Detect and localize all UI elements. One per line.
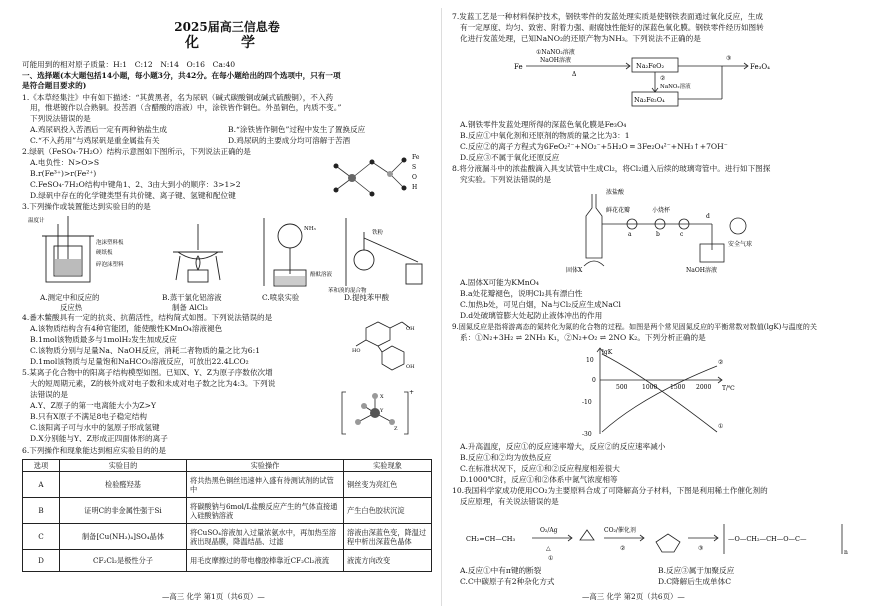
cation-model-figure bbox=[342, 388, 415, 438]
svg-text:n: n bbox=[844, 549, 848, 556]
q2-option-b: B.r(Fe³⁺)>r(Fe²⁺) bbox=[30, 169, 97, 178]
q1-option-b: B.“涂铁皆作铜色”过程中发生了置换反应 bbox=[228, 125, 366, 134]
table-row: D CF₂Cl₂是极性分子 用毛皮摩擦过的带电橡胶棒靠近CF₂Cl₂液流 液流方向改变 bbox=[23, 550, 432, 572]
reagent-co2: CO₂/催化剂 bbox=[604, 527, 636, 534]
label-thermometer: 温度计 bbox=[28, 218, 45, 224]
label-conc-hcl: 浓盐酸 bbox=[606, 189, 625, 196]
q4-option-a: A.该物质结构含有4种官能团，能使酸性KMnO₄溶液褪色 bbox=[30, 324, 223, 333]
col-purpose: 实验目的 bbox=[60, 460, 187, 472]
axis-label-lgk: lgK bbox=[602, 349, 613, 356]
subject-title: 化 学 bbox=[185, 35, 269, 51]
q3-stem: 3.下列操作或装置能达到实验目的的是 bbox=[22, 202, 151, 211]
q5-option-d: D.X分别能与Y、Z形成正四面体形的离子 bbox=[30, 434, 168, 443]
species-na2feo2: Na₂FeO₂ bbox=[636, 62, 665, 70]
svg-text:a: a bbox=[628, 231, 632, 238]
page-footer-left: —高三 化学 第1页（共6页）— bbox=[162, 592, 265, 601]
q5-option-b: B.只有X原子不满足8电子稳定结构 bbox=[30, 412, 147, 421]
q10-option-a: A.反应①中有π键的断裂 bbox=[460, 566, 542, 575]
q10-option-b: B.反应③属于加聚反应 bbox=[658, 566, 735, 575]
table-row: B 证明C的非金属性强于Si 将碳酸钠与6mol/L盐酸反应产生的气体直接通入硅酸钠溶液 产生白色胶状沉淀 bbox=[23, 498, 432, 524]
page-footer-right: —高三 化学 第2页（共6页）— bbox=[582, 592, 685, 601]
svg-text:OH: OH bbox=[406, 326, 415, 332]
q8-stem-1: 8.将分液漏斗中的浓盐酸滴入具支试管中生成Cl₂，将Cl₂通入后续的玻璃弯管中。进行如下图探 bbox=[452, 164, 771, 173]
ytick-10: 10 bbox=[586, 357, 594, 364]
svg-text:d: d bbox=[706, 213, 710, 220]
svg-text:HO: HO bbox=[352, 348, 361, 354]
section-instructions-2: 是符合题目要求的) bbox=[22, 81, 87, 90]
polymer: —O—CH₂—CH—O—C— bbox=[728, 535, 807, 543]
xtick-2000: 2000 bbox=[696, 384, 712, 391]
legend-o: O bbox=[412, 174, 417, 181]
q7-option-b: B.反应①中氧化剂和还原剂的物质的量之比为3：1 bbox=[460, 131, 630, 140]
q7-stem-1: 7.发蓝工艺是一种材料保护技术，钢铁零件的发蓝处理实质是使钢铁表面通过氧化反应，生成 bbox=[452, 12, 763, 21]
table-row: A 检验醛羟基 将共热黑色铜丝迅速伸入盛有待测试剂的试管中 铜丝变为亮红色 bbox=[23, 472, 432, 498]
q10-option-c: C.C中碳原子有2种杂化方式 bbox=[460, 577, 555, 586]
q8-option-a: A.固体X可能为KMnO₄ bbox=[460, 278, 539, 287]
q8-apparatus-figure bbox=[562, 186, 762, 276]
xtick-1500: 1500 bbox=[670, 384, 686, 391]
q3-apparatus-figure bbox=[28, 214, 428, 292]
legend-h: H bbox=[412, 184, 418, 191]
propene: CH₂=CH—CH₃ bbox=[466, 535, 516, 543]
table-row: C 制备[Cu(NH₃)₄]SO₄晶体 将CuSO₄溶液加入过量浓氨水中，再加热至溶液出现晶膜，降温结晶、过滤 溶液由深蓝色变，降温过程中析出深蓝色晶体 bbox=[23, 524, 432, 550]
q6-stem: 6.下列操作和现象能达到相应实验目的的是 bbox=[22, 446, 166, 455]
legend-s: S bbox=[412, 164, 417, 171]
q1-stem-2: 用，惟堪镀作以合熟铜。投苦酒（含醋酸的溶液）中，涂铁皆作铜色。外虽铜色，内质不变。” bbox=[30, 103, 342, 112]
q1-option-c: C.“不入药用”与鸡尿矾是重金属盐有关 bbox=[30, 136, 160, 145]
q9-option-a: A.升高温度，反应①的反应速率增大，反应②的反应速率减小 bbox=[460, 442, 666, 451]
q6-table bbox=[22, 459, 432, 572]
label-phenolphthalein: 酚酞溶液 bbox=[310, 272, 333, 278]
exam-title: 2025届高三信息卷 bbox=[174, 20, 280, 34]
q7-stem-3: 化进行发蓝处理，已知NaNO₂的还原产物为NH₃。下列说法不正确的是 bbox=[460, 34, 701, 43]
q2-option-d: D.绿矾中存在的化学键类型有共价键、离子键、氢键和配位键 bbox=[30, 191, 236, 200]
q3-option-a-2: 反应热 bbox=[60, 303, 83, 312]
svg-text:b: b bbox=[656, 231, 660, 238]
svg-text:Δ: Δ bbox=[572, 71, 577, 78]
label-solid-x: 固体X bbox=[566, 267, 583, 274]
q7-stem-2: 有一定厚度、均匀、致密、附着力强、耐腐蚀性能好的深蓝色氧化膜。钢铁零件经历如图转 bbox=[460, 23, 764, 32]
q9-option-c: C.在标准状况下，反应①和②反应程度相差很大 bbox=[460, 464, 620, 473]
q4-option-d: D.1mol该物质与足量饱和NaHCO₃溶液反应，可放出22.4LCO₂ bbox=[30, 357, 249, 366]
col-operation: 实验操作 bbox=[187, 460, 344, 472]
q3-option-b-2: 制备 AlCl₃ bbox=[172, 303, 208, 312]
svg-text:△: △ bbox=[546, 545, 551, 552]
q10-stem-1: 10.我国科学家成功使用CO₂为主要原料合成了可降解高分子材料，下图是利用稀土作催化剂的 bbox=[452, 486, 768, 495]
page-divider bbox=[441, 8, 442, 606]
q4-option-b: B.1mol该物质最多与1molH₂发生加成反应 bbox=[30, 335, 177, 344]
label-iron-powder: 铁粉 bbox=[372, 230, 384, 236]
ytick-neg30: -30 bbox=[582, 431, 592, 438]
label-nh3: NH₃ bbox=[304, 226, 316, 232]
label-petals: 鲜花花瓣 bbox=[606, 207, 631, 214]
q5-stem-3: 法错误的是 bbox=[30, 390, 68, 399]
atom-label-x: X bbox=[380, 394, 384, 400]
label-naoh-solution: NaOH溶液 bbox=[686, 267, 717, 274]
green-vitriol-structure-figure bbox=[332, 150, 432, 202]
step-3: ③ bbox=[698, 545, 704, 552]
axis-label-temperature: T/℃ bbox=[722, 385, 735, 392]
q3-option-b: B.蒸干氯化铝溶液 bbox=[162, 293, 222, 302]
label-cardboard: 硬纸板 bbox=[96, 250, 113, 256]
species-fe: Fe bbox=[514, 63, 523, 71]
q1-option-d: D.鸡尿矾的主要成分均可溶解于苦酒 bbox=[228, 136, 351, 145]
curve-label-2: ② bbox=[718, 359, 724, 366]
q1-option-a: A.鸡尿矾投入苦酒后一定有两种钠盐生成 bbox=[30, 125, 167, 134]
q5-option-c: C.该阳离子可与水中的氢原子形成氢键 bbox=[30, 423, 160, 432]
table-header-row bbox=[23, 460, 432, 472]
step-2: ② bbox=[620, 545, 626, 552]
reagent-o2-ag: O₂/Ag bbox=[540, 527, 558, 534]
col-phenomenon: 实验现象 bbox=[344, 460, 432, 472]
label-safety-balloon: 安全气球 bbox=[728, 241, 753, 248]
species-na2fe2o4: Na₂Fe₂O₄ bbox=[634, 96, 665, 104]
xtick-500: 500 bbox=[616, 384, 628, 391]
q9-stem-1: 9.固氮反应是指将游离态的氮转化为氮的化合物的过程。如图是两个常见固氮反应的平衡常数对数值(lgK)与温度的关 bbox=[452, 322, 817, 331]
step-1: ① bbox=[548, 555, 554, 562]
q5-stem-2: 大的短周期元素，Z的核外成对电子数和未成对电子数之比为4:3。下列说 bbox=[30, 379, 276, 388]
q10-option-d: D.C降解后生成单体C bbox=[658, 577, 732, 586]
svg-text:c: c bbox=[680, 231, 684, 238]
q9-option-b: B.反应①和②均为放热反应 bbox=[460, 453, 552, 462]
step2-label: ② bbox=[660, 75, 666, 82]
q9-lgk-chart bbox=[572, 344, 742, 440]
q10-reaction-scheme bbox=[462, 510, 852, 564]
reagent-naoh: NaOH溶液 bbox=[540, 57, 571, 64]
svg-text:NaNO₂溶液: NaNO₂溶液 bbox=[660, 84, 691, 90]
q8-option-b: B.a处花瓣褪色，说明Cl₂具有漂白性 bbox=[460, 289, 583, 298]
q8-option-d: D.d处破璃管膨大处起防止液体冲出的作用 bbox=[460, 311, 603, 320]
q5-option-a: A.Y、Z原子的第一电离能大小为Z>Y bbox=[30, 401, 156, 410]
q7-option-c: C.反应②的离子方程式为6FeO₂²⁻+NO₂⁻+5H₂O ═ 3Fe₂O₄²⁻+NH₃↑+7OH⁻ bbox=[460, 142, 728, 151]
col-option: 选项 bbox=[23, 460, 60, 472]
label-beaker: 小烧杯 bbox=[652, 207, 671, 214]
reagent-nano2: ①NaNO₂溶液 bbox=[536, 49, 575, 56]
xtick-1000: 1000 bbox=[642, 384, 658, 391]
q7-option-a: A.钢铁零件发蓝处理所得的深蓝色氧化膜是Fe₃O₄ bbox=[460, 120, 627, 129]
loganic-acid-structure bbox=[352, 316, 430, 378]
q9-stem-2: 系：①N₂+3H₂ ⇌ 2NH₃ K₁，②N₂+O₂ ⇌ 2NO K₂。下列分析正确的是 bbox=[460, 333, 706, 342]
q8-stem-2: 究实验。下列说法错误的是 bbox=[460, 175, 552, 184]
q3-option-d: D.提纯苯甲酸 bbox=[344, 293, 389, 302]
q1-stem-3: 下列说法错误的是 bbox=[30, 114, 91, 123]
label-foam-pieces: 碎泡沫塑料 bbox=[96, 262, 124, 268]
species-fe3o4: Fe₃O₄ bbox=[750, 63, 770, 71]
q7-process-diagram bbox=[512, 46, 812, 118]
q5-stem-1: 5.某离子化合物中的阳离子结构模型如图。已知X、Y、Z为原子序数依次增 bbox=[22, 368, 273, 377]
q2-option-a: A.电负性：N>O>S bbox=[30, 158, 100, 167]
legend-fe: Fe bbox=[412, 154, 420, 161]
q4-option-c: C.该物质分别与足量Na、NaOH反应，消耗二者物质的量之比为6:1 bbox=[30, 346, 261, 355]
atomic-masses: 可能用到的相对原子质量：H:1 C:12 N:14 O:16 Ca:40 bbox=[22, 60, 236, 69]
q1-stem-1: 1.《本草经集注》中有如下描述：“其黄黑者，名为尿矾（碱式碳酸铜或碱式硫酸铜），不入药 bbox=[22, 93, 334, 102]
atom-label-y: Y bbox=[380, 408, 384, 414]
ytick-neg10: -10 bbox=[582, 399, 592, 406]
section-instructions-1: 一、选择题(本大题包括14小题，每小题3分，共42分。在每小题给出的四个选项中，只有一项 bbox=[22, 71, 341, 80]
label-benzene-bromine: 苯和溴的混合物 bbox=[328, 288, 367, 294]
svg-text:+: + bbox=[409, 389, 415, 396]
q2-option-c: C.FeSO₄·7H₂O结构中键角1、2、3由大到小的顺序：3>1>2 bbox=[30, 180, 241, 189]
ytick-0: 0 bbox=[592, 377, 596, 384]
q10-stem-2: 反应原理，有关说法错误的是 bbox=[460, 497, 559, 506]
q9-option-d: D.1000℃时，反应①和②体系中氮气浓度相等 bbox=[460, 475, 618, 484]
svg-text:OH: OH bbox=[406, 364, 415, 370]
step3-label: ③ bbox=[726, 55, 732, 62]
q7-option-d: D.反应③不属于氧化还原反应 bbox=[460, 153, 560, 162]
label-foam-board: 泡沫塑料板 bbox=[96, 240, 124, 246]
q2-stem: 2.绿矾（FeSO₄·7H₂O）结构示意图如下图所示，下列说法正确的是 bbox=[22, 147, 251, 156]
q3-option-c: C.喷泉实验 bbox=[262, 293, 300, 302]
curve-label-1: ① bbox=[718, 423, 724, 430]
q3-option-a: A.测定中和反应的 bbox=[40, 293, 100, 302]
q8-option-c: C.加热b处，可见白烟，Na与Cl₂反应生成NaCl bbox=[460, 300, 621, 309]
atom-label-z: Z bbox=[394, 426, 398, 432]
q4-stem: 4.番木鳖酸具有一定的抗炎、抗菌活性，结构简式如图。下列说法错误的是 bbox=[22, 313, 273, 322]
